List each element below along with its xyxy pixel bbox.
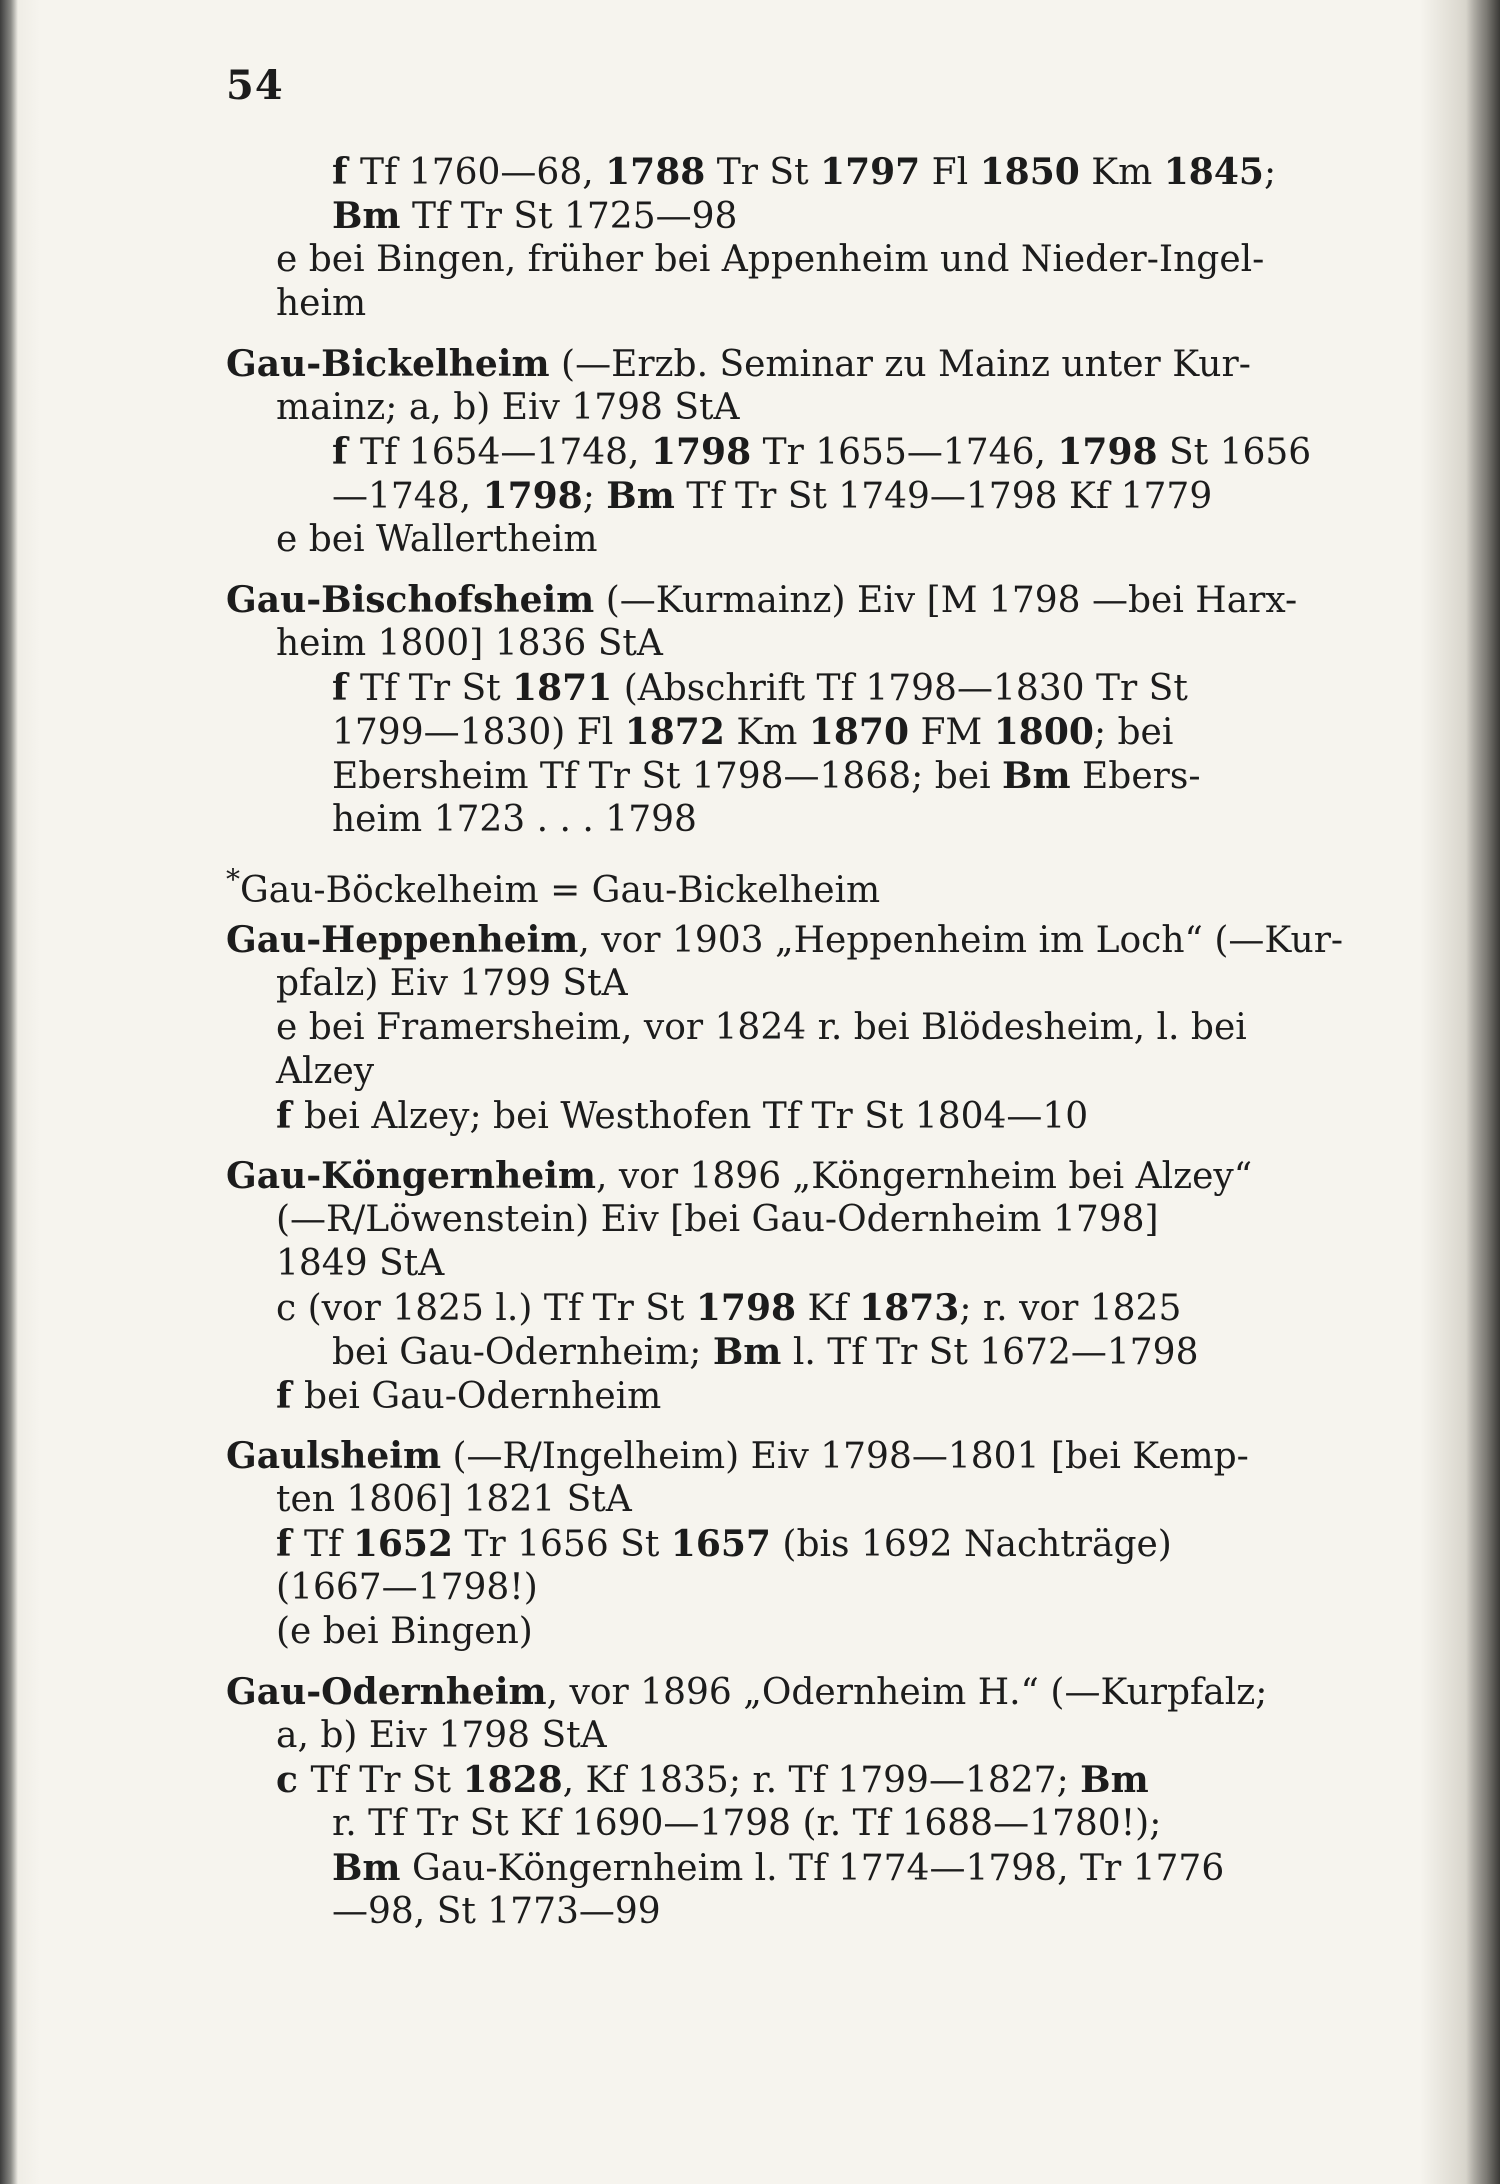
entry-text: 1798 (695, 1287, 797, 1329)
gazetteer-entry (0, 918, 1500, 1138)
entry-text: 1797 (820, 151, 921, 193)
entry-line (0, 386, 1500, 430)
entry-text: e bei Bingen, früher bei Appenheim und Nieder-Ingel- (276, 239, 1265, 280)
entry-text: 1798 (482, 475, 583, 517)
entry-text: —1748, (332, 476, 483, 517)
entry-text: Bm (332, 195, 401, 237)
entry-text: 1849 StA (276, 1243, 445, 1284)
entry-line (0, 430, 1500, 474)
entry-text: , Kf 1835; r. Tf 1799—1827; (562, 1760, 1081, 1801)
entry-text: Kf (796, 1288, 860, 1329)
entry-text: 1657 (670, 1523, 771, 1565)
entry-text: f (276, 1375, 305, 1417)
entry-line (0, 1610, 1500, 1654)
entry-text: (—R/Ingelheim) Eiv 1798—1801 [bei Kemp- (441, 1436, 1249, 1477)
entry-text: 1850 (979, 151, 1080, 193)
entry-line (0, 1242, 1500, 1286)
entry-text: Tf 1760—68, (360, 152, 606, 193)
entry-line (0, 1478, 1500, 1522)
page-number: 54 (226, 62, 284, 109)
gazetteer-entries (0, 150, 1500, 1950)
entry-line (0, 578, 1500, 622)
entry-line (0, 342, 1500, 386)
entry-text: 1871 (512, 667, 613, 709)
entry-text: mainz; a, b) Eiv 1798 StA (276, 387, 740, 428)
entry-line (0, 1050, 1500, 1094)
entry-text: (1667—1798!) (276, 1567, 538, 1608)
entry-line (0, 1890, 1500, 1934)
gazetteer-entry (0, 1154, 1500, 1418)
entry-text: f (332, 151, 361, 193)
entry-text: 1873 (859, 1287, 960, 1329)
entry-line (0, 1154, 1500, 1198)
entry-line (0, 1198, 1500, 1242)
entry-text: l. Tf Tr St 1672—1798 (781, 1332, 1199, 1373)
entry-text: a, b) Eiv 1798 StA (276, 1715, 607, 1756)
entry-line (0, 622, 1500, 666)
entry-text: bei Gau-Odernheim (304, 1376, 662, 1417)
entry-line (0, 1522, 1500, 1566)
entry-line (0, 666, 1500, 710)
entry-line (0, 1374, 1500, 1418)
gazetteer-entry (0, 858, 1500, 911)
entry-line (0, 1330, 1500, 1374)
entry-line (0, 194, 1500, 238)
gazetteer-entry (0, 150, 1500, 326)
entry-line (0, 238, 1500, 282)
entry-text: Tr 1656 St (453, 1524, 671, 1565)
entry-text: Km (724, 712, 809, 753)
entry-text: , vor 1896 „Köngernheim bei Alzey“ (595, 1156, 1253, 1197)
entry-text: (bis 1692 Nachträge) (770, 1524, 1172, 1565)
entry-text: ; bei (1093, 712, 1174, 753)
entry-text: bei Gau-Odernheim; (332, 1332, 713, 1373)
entry-text: (—Kurmainz) Eiv [M 1798 —bei Harx- (594, 580, 1298, 621)
entry-text: 1798 (1057, 431, 1158, 473)
entry-text: r. Tf Tr St Kf 1690—1798 (r. Tf 1688—1780!); (332, 1803, 1162, 1844)
entry-text: (—Erzb. Seminar zu Mainz unter Kur- (549, 344, 1251, 385)
entry-line (0, 962, 1500, 1006)
entry-text: Gau-Böckelheim = Gau-Bickelheim (240, 870, 881, 911)
entry-text: Fl (920, 152, 980, 193)
entry-text: (Abschrift Tf 1798—1830 Tr St (612, 668, 1188, 709)
entry-text: c (276, 1759, 311, 1801)
entry-text: 1870 (808, 711, 909, 753)
entry-text: * (226, 863, 240, 896)
entry-text: 1800 (993, 711, 1094, 753)
entry-line (0, 1094, 1500, 1138)
entry-line (0, 1758, 1500, 1802)
entry-text: heim (276, 283, 367, 324)
entry-headword: Gau-Heppenheim (226, 919, 579, 961)
entry-line (0, 1846, 1500, 1890)
entry-line (0, 1714, 1500, 1758)
entry-text: 1845 (1163, 151, 1264, 193)
entry-text: c (vor 1825 l.) Tf Tr St (276, 1288, 696, 1329)
entry-line (0, 518, 1500, 562)
entry-line (0, 918, 1500, 962)
entry-text: Alzey (276, 1051, 375, 1092)
gazetteer-entry (0, 1670, 1500, 1934)
entry-text: Bm (332, 1847, 401, 1889)
gazetteer-entry (0, 1434, 1500, 1654)
entry-text: Bm (1002, 755, 1071, 797)
entry-headword: Gaulsheim (226, 1435, 442, 1477)
entry-text: Ebersheim Tf Tr St 1798—1868; bei (332, 756, 1003, 797)
entry-headword: Gau-Köngernheim (226, 1155, 596, 1197)
entry-text: ; (582, 476, 607, 517)
entry-text: Tf Tr St 1725—98 (400, 196, 738, 237)
gazetteer-entry (0, 342, 1500, 562)
entry-text: 1799—1830) Fl (332, 712, 625, 753)
entry-text: Bm (606, 475, 675, 517)
entry-line (0, 1670, 1500, 1714)
entry-text: Bm (1080, 1759, 1149, 1801)
entry-text: heim 1800] 1836 StA (276, 623, 663, 664)
entry-text: Tf Tr St (360, 668, 513, 709)
entry-text: (e bei Bingen) (276, 1611, 533, 1652)
entry-text: bei Alzey; bei Westhofen Tf Tr St 1804—10 (304, 1096, 1089, 1137)
entry-text: 1872 (624, 711, 725, 753)
entry-line (0, 798, 1500, 842)
entry-text: , vor 1903 „Heppenheim im Loch“ (—Kur- (578, 920, 1344, 961)
entry-text: 1788 (605, 151, 706, 193)
entry-text: —98, St 1773—99 (332, 1891, 661, 1932)
gazetteer-entry (0, 578, 1500, 842)
entry-text: Tf 1654—1748, (360, 432, 651, 473)
entry-line (0, 1434, 1500, 1478)
entry-text: Tf Tr St (310, 1760, 463, 1801)
entry-text: , vor 1896 „Odernheim H.“ (—Kurpfalz; (546, 1672, 1268, 1713)
entry-line (0, 858, 1500, 911)
entry-text: Bm (712, 1331, 782, 1373)
entry-text: pfalz) Eiv 1799 StA (276, 963, 628, 1004)
entry-text: Tr 1655—1746, (751, 432, 1058, 473)
entry-text: 1798 (650, 431, 752, 473)
entry-text: f (276, 1095, 305, 1137)
entry-line (0, 1566, 1500, 1610)
entry-text: Tf Tr St 1749—1798 Kf 1779 (674, 476, 1213, 517)
entry-line (0, 710, 1500, 754)
entry-text: Tr St (705, 152, 821, 193)
entry-headword: Gau-Bickelheim (226, 343, 550, 385)
entry-text: ten 1806] 1821 StA (276, 1479, 632, 1520)
entry-text: Tf (304, 1524, 353, 1565)
entry-text: e bei Framersheim, vor 1824 r. bei Blödesheim, l. bei (276, 1007, 1247, 1048)
entry-text: e bei Wallertheim (276, 519, 598, 560)
entry-text: f (332, 431, 361, 473)
entry-headword: Gau-Odernheim (226, 1671, 547, 1713)
entry-line (0, 474, 1500, 518)
entry-line (0, 1802, 1500, 1846)
entry-text: f (332, 667, 361, 709)
entry-line (0, 150, 1500, 194)
entry-headword: Gau-Bischofsheim (226, 579, 595, 621)
entry-text: ; r. vor 1825 (959, 1288, 1182, 1329)
entry-line (0, 1286, 1500, 1330)
entry-text: Ebers- (1070, 756, 1201, 797)
entry-text: FM (909, 712, 994, 753)
entry-text: Km (1079, 152, 1164, 193)
entry-text: ; (1263, 152, 1277, 193)
entry-text: 1652 (352, 1523, 454, 1565)
entry-text: Gau-Köngernheim l. Tf 1774—1798, Tr 1776 (400, 1848, 1225, 1889)
entry-line (0, 754, 1500, 798)
entry-text: f (276, 1523, 305, 1565)
entry-line (0, 282, 1500, 326)
entry-text: (—R/Löwenstein) Eiv [bei Gau-Odernheim 1798] (276, 1199, 1159, 1240)
entry-text: St 1656 (1157, 432, 1312, 473)
entry-text: 1828 (462, 1759, 563, 1801)
entry-text: heim 1723 . . . 1798 (332, 799, 697, 840)
entry-line (0, 1006, 1500, 1050)
